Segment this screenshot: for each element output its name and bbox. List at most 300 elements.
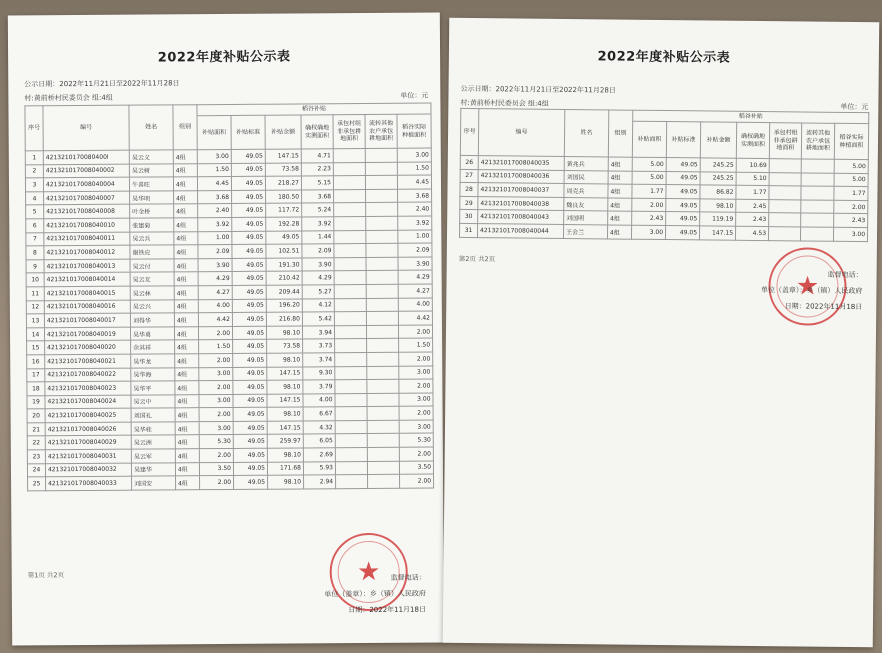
cell-contract-area: [334, 189, 366, 203]
cell-contract-area: [334, 298, 366, 312]
cell-seq: 2: [25, 164, 43, 178]
cell-area: 2.40: [198, 204, 232, 218]
cell-actual-area: 4.29: [398, 270, 432, 284]
table-row: [28, 474, 434, 490]
cell-seq: 11: [26, 287, 44, 301]
cell-name: 叶金桥: [130, 204, 174, 218]
cell-amount: 171.68: [267, 462, 303, 476]
cell-confirmed-area: 5.42: [302, 312, 334, 326]
cell-id: 421321017008040029: [45, 436, 131, 450]
cell-group: 4组: [174, 231, 198, 245]
cell-id: 421321017008040010: [44, 218, 130, 232]
cell-transfer-area: [367, 366, 399, 380]
cell-contract-area: [335, 393, 367, 407]
cell-name: 余其祥: [131, 340, 175, 354]
cell-confirmed-area: 4.12: [302, 298, 334, 312]
page-title: 2022年度补贴公示表: [597, 49, 731, 66]
cell-id: 421321017008040023: [45, 381, 131, 395]
cell-rate: 49.05: [232, 326, 266, 340]
cell-transfer-area: [367, 379, 399, 393]
cell-actual-area: 2.00: [399, 352, 433, 366]
cell-group: 4组: [607, 225, 631, 239]
cell-contract-area: [335, 366, 367, 380]
cell-id: 421321017008040026: [45, 422, 131, 436]
cell-group: 4组: [608, 198, 632, 212]
cell-amount: 191.30: [266, 258, 302, 272]
cell-area: 3.00: [199, 394, 233, 408]
cell-actual-area: 2.00: [400, 474, 434, 488]
cell-actual-area: 3.90: [398, 257, 432, 271]
cell-contract-area: [333, 176, 365, 190]
cell-group: 4组: [175, 381, 199, 395]
cell-name: 谢铁应: [130, 245, 174, 259]
cell-contract-area: [334, 257, 366, 271]
cell-seq: 24: [27, 463, 45, 477]
cell-id: 421321017008040017: [44, 313, 130, 327]
cell-confirmed-area: 5.93: [303, 461, 335, 475]
cell-actual-area: 5.00: [834, 173, 868, 187]
cell-name: 吴华平: [131, 381, 175, 395]
cell-transfer-area: [367, 434, 399, 448]
cell-contract-area: [769, 159, 801, 173]
cell-rate: 49.05: [231, 163, 265, 177]
cell-rate: 49.05: [233, 380, 267, 394]
cell-rate: 49.05: [233, 462, 267, 476]
cell-amount: 98.10: [267, 448, 303, 462]
cell-confirmed-area: 3.68: [302, 190, 334, 204]
cell-confirmed-area: 2.69: [303, 448, 335, 462]
cell-rate: 49.05: [232, 204, 266, 218]
cell-contract-area: [335, 352, 367, 366]
cell-actual-area: 4.45: [397, 175, 431, 189]
cell-actual-area: 3.00: [399, 393, 433, 407]
cell-actual-area: 1.50: [397, 162, 431, 176]
cell-transfer-area: [366, 298, 398, 312]
cell-name: 吴建华: [131, 463, 175, 477]
cell-seq: 20: [27, 409, 45, 423]
cell-rate: 49.05: [666, 198, 700, 212]
cell-transfer-area: [365, 175, 397, 189]
cell-rate: 49.05: [232, 272, 266, 286]
cell-area: 2.00: [199, 381, 233, 395]
cell-area: 2.00: [198, 326, 232, 340]
header-transfer-area: 流转其他农户承包耕地面积: [801, 123, 834, 159]
cell-name: 吴云付: [130, 259, 174, 273]
unit-label: 单位：元: [400, 91, 429, 100]
unit-label: 单位：元: [840, 102, 869, 112]
header-confirmed-area: 确权确地实测面积: [736, 122, 769, 158]
cell-contract-area: [335, 380, 367, 394]
cell-actual-area: 2.00: [398, 325, 432, 339]
page-2-sheet: [443, 18, 880, 647]
cell-rate: 49.05: [232, 244, 266, 258]
cell-amount: 73.58: [267, 339, 303, 353]
cell-rate: 49.05: [666, 185, 700, 199]
cell-seq: 21: [27, 423, 45, 437]
cell-rate: 49.05: [666, 158, 700, 172]
cell-actual-area: 4.00: [398, 298, 432, 312]
cell-transfer-area: [367, 447, 399, 461]
cell-amount: 147.15: [699, 226, 735, 240]
page-number: 第1页 共2页: [27, 571, 65, 580]
cell-id: 421321017008040022: [45, 368, 131, 382]
cell-amount: 147.15: [267, 421, 303, 435]
cell-actual-area: 4.42: [398, 311, 432, 325]
cell-id: 421321017008040014: [44, 273, 130, 287]
cell-rate: 49.05: [232, 190, 266, 204]
cell-amount: 102.51: [266, 244, 302, 258]
publication-date: 公示日期：2022年11月21日至2022年11月28日: [460, 84, 616, 95]
cell-area: 4.27: [198, 285, 232, 299]
cell-id: 4213210170080400l: [43, 150, 129, 164]
cell-amount: 259.97: [267, 434, 303, 448]
cell-amount: 119.19: [700, 212, 736, 226]
issue-date: 日期：2022年11月18日: [784, 302, 863, 312]
header-transfer-area: 流转其他农户承包耕地面积: [365, 114, 397, 148]
cell-actual-area: 3.00: [399, 420, 433, 434]
cell-group: 4组: [173, 150, 197, 164]
cell-group: 4组: [175, 394, 199, 408]
page-number: 第2页 共2页: [458, 254, 496, 264]
cell-id: 421321017008040013: [44, 259, 130, 273]
cell-seq: 23: [27, 450, 45, 464]
cell-amount: 180.50: [266, 190, 302, 204]
cell-transfer-area: [367, 352, 399, 366]
cell-transfer-area: [366, 189, 398, 203]
cell-name: 魏良友: [564, 197, 608, 211]
cell-rate: 49.05: [233, 394, 267, 408]
cell-actual-area: 5.00: [834, 159, 868, 173]
cell-name: 刘国安: [132, 476, 176, 490]
cell-group: 4组: [608, 184, 632, 198]
cell-id: 421321017008040008: [44, 205, 130, 219]
cell-amount: 216.80: [266, 312, 302, 326]
cell-transfer-area: [367, 407, 399, 421]
cell-area: 2.00: [632, 198, 666, 212]
cell-id: 421321017008040032: [45, 463, 131, 477]
cell-id: 421321017008040021: [45, 354, 131, 368]
cell-seq: 5: [26, 205, 44, 219]
cell-seq: 31: [459, 223, 477, 237]
cell-amount: 147.15: [265, 149, 301, 163]
cell-area: 4.29: [198, 272, 232, 286]
cell-seq: 28: [460, 183, 478, 197]
cell-contract-area: [335, 420, 367, 434]
cell-group: 4组: [175, 435, 199, 449]
cell-transfer-area: [366, 325, 398, 339]
cell-confirmed-area: 6.05: [303, 434, 335, 448]
cell-area: 1.00: [198, 231, 232, 245]
cell-confirmed-area: 3.74: [303, 353, 335, 367]
cell-seq: 12: [26, 300, 44, 314]
cell-rate: 49.05: [232, 285, 266, 299]
cell-amount: 245.25: [700, 158, 736, 172]
cell-seq: 30: [460, 210, 478, 224]
cell-group: 4组: [173, 163, 197, 177]
cell-seq: 1: [25, 151, 43, 165]
cell-id: 421321017008040031: [45, 449, 131, 463]
cell-area: 4.45: [197, 177, 231, 191]
subsidy-table: [24, 103, 434, 492]
cell-seq: 19: [27, 395, 45, 409]
cell-confirmed-area: 3.92: [302, 217, 334, 231]
cell-transfer-area: [367, 461, 399, 475]
cell-id: 421321017008040007: [44, 191, 130, 205]
cell-contract-area: [335, 434, 367, 448]
cell-transfer-area: [366, 257, 398, 271]
cell-amount: 147.15: [267, 366, 303, 380]
cell-group: 4组: [176, 476, 200, 490]
cell-contract-area: [334, 216, 366, 230]
page-1-sheet: [8, 12, 444, 645]
cell-group: 4组: [174, 313, 198, 327]
cell-actual-area: 2.09: [398, 243, 432, 257]
cell-transfer-area: [365, 148, 397, 162]
header-seq: 序号: [460, 108, 478, 155]
cell-transfer-area: [801, 213, 834, 227]
cell-transfer-area: [801, 159, 834, 173]
cell-area: 2.43: [632, 212, 666, 226]
cell-name: 吴云友: [130, 272, 174, 286]
cell-name: 刘国礼: [131, 408, 175, 422]
cell-confirmed-area: 3.79: [303, 380, 335, 394]
cell-id: 421321017008040024: [45, 395, 131, 409]
cell-contract-area: [335, 339, 367, 353]
cell-actual-area: 3.00: [833, 227, 867, 241]
cell-area: 5.00: [632, 157, 666, 171]
cell-group: 4组: [175, 449, 199, 463]
cell-group: 4组: [608, 211, 632, 225]
cell-amount: 196.20: [266, 298, 302, 312]
cell-id: 421321017008040036: [478, 169, 564, 183]
cell-name: 吴华海: [131, 367, 175, 381]
cell-confirmed-area: 9.30: [303, 366, 335, 380]
cell-name: 吴云军: [131, 449, 175, 463]
cell-id: 421321017008040043: [478, 210, 564, 224]
header-id: 编号: [43, 105, 129, 151]
cell-area: 2.00: [199, 353, 233, 367]
cell-name: 吴云树: [129, 163, 173, 177]
header-group: 组别: [173, 105, 197, 150]
cell-seq: 9: [26, 260, 44, 274]
cell-contract-area: [334, 284, 366, 298]
cell-amount: 98.10: [267, 353, 303, 367]
cell-transfer-area: [801, 186, 834, 200]
cell-amount: 209.44: [266, 285, 302, 299]
cell-id: 421321017008040025: [45, 408, 131, 422]
cell-confirmed-area: 1.77: [736, 185, 769, 199]
cell-id: 421321017008040015: [44, 286, 130, 300]
cell-area: 4.00: [198, 299, 232, 313]
cell-transfer-area: [366, 311, 398, 325]
cell-name: 刘国明: [564, 211, 608, 225]
header-area: 补贴面积: [632, 121, 666, 157]
cell-contract-area: [334, 203, 366, 217]
cell-confirmed-area: 2.94: [304, 475, 336, 489]
cell-transfer-area: [800, 227, 833, 241]
cell-actual-area: 3.00: [399, 366, 433, 380]
cell-rate: 49.05: [231, 149, 265, 163]
cell-confirmed-area: 5.24: [302, 203, 334, 217]
cell-contract-area: [335, 448, 367, 462]
cell-confirmed-area: 2.23: [301, 162, 333, 176]
cell-group: 4组: [174, 245, 198, 259]
cell-amount: 147.15: [267, 394, 303, 408]
cell-transfer-area: [366, 243, 398, 257]
cell-actual-area: 1.00: [398, 230, 432, 244]
cell-amount: 218.27: [265, 176, 301, 190]
cell-confirmed-area: 6.67: [303, 407, 335, 421]
cell-id: 421321017008040012: [44, 245, 130, 259]
cell-confirmed-area: 4.53: [735, 226, 768, 240]
cell-group: 4组: [608, 171, 632, 185]
official-seal-icon: ★: [768, 247, 847, 326]
header-amount: 补贴金额: [700, 122, 736, 158]
cell-contract-area: [769, 172, 801, 186]
cell-group: 4组: [174, 326, 198, 340]
cell-group: 4组: [174, 299, 198, 313]
cell-amount: 98.10: [267, 407, 303, 421]
cell-actual-area: 2.00: [399, 406, 433, 420]
cell-confirmed-area: 2.45: [736, 199, 769, 213]
cell-group: 4组: [173, 177, 197, 191]
cell-seq: 8: [26, 246, 44, 260]
cell-name: 吴云义: [129, 150, 173, 164]
header-group: 组别: [608, 110, 632, 157]
cell-confirmed-area: 1.44: [302, 230, 334, 244]
cell-amount: 192.28: [266, 217, 302, 231]
cell-seq: 16: [27, 355, 45, 369]
cell-id: 421321017008040019: [44, 327, 130, 341]
cell-name: 吴华明: [130, 191, 174, 205]
cell-transfer-area: [365, 162, 397, 176]
header-seq: 序号: [25, 106, 43, 151]
cell-rate: 49.05: [233, 353, 267, 367]
table-row: [459, 223, 867, 241]
cell-seq: 10: [26, 273, 44, 287]
cell-name: 黄兆兵: [564, 156, 608, 170]
cell-group: 4组: [175, 408, 199, 422]
cell-actual-area: 3.68: [398, 189, 432, 203]
cell-rate: 49.05: [233, 448, 267, 462]
cell-contract-area: [336, 475, 368, 489]
cell-actual-area: 2.40: [398, 202, 432, 216]
cell-contract-area: [335, 461, 367, 475]
cell-transfer-area: [366, 284, 398, 298]
cell-actual-area: 2.43: [834, 214, 868, 228]
cell-actual-area: 1.50: [399, 338, 433, 352]
cell-seq: 6: [26, 219, 44, 233]
cell-amount: 73.58: [265, 163, 301, 177]
cell-area: 1.77: [632, 184, 666, 198]
cell-seq: 22: [27, 436, 45, 450]
cell-area: 5.30: [199, 435, 233, 449]
cell-transfer-area: [801, 173, 834, 187]
cell-group: 4组: [175, 462, 199, 476]
cell-confirmed-area: 3.73: [303, 339, 335, 353]
cell-name: 牛喜旺: [129, 177, 173, 191]
village-group-line: 村:黄前桥村民委员会 组:4组: [460, 98, 549, 108]
cell-seq: 17: [27, 368, 45, 382]
cell-name: 吴华龙: [131, 354, 175, 368]
cell-confirmed-area: 5.10: [736, 172, 769, 186]
cell-area: 3.92: [198, 217, 232, 231]
header-actual-area: 稻谷实际种植面积: [397, 114, 431, 148]
cell-amount: 98.10: [267, 380, 303, 394]
header-subsidy-group: 稻谷补贴: [633, 110, 869, 123]
cell-group: 4组: [174, 204, 198, 218]
cell-confirmed-area: 4.32: [303, 421, 335, 435]
cell-area: 3.00: [197, 149, 231, 163]
cell-group: 4组: [175, 422, 199, 436]
cell-transfer-area: [367, 420, 399, 434]
header-name: 姓名: [564, 109, 608, 156]
cell-group: 4组: [175, 354, 199, 368]
cell-confirmed-area: 2.09: [302, 244, 334, 258]
cell-contract-area: [769, 199, 801, 213]
page-title: 2022年度补贴公示表: [157, 49, 291, 66]
cell-contract-area: [769, 186, 801, 200]
supervision-phone: 监督电话：: [827, 270, 863, 280]
cell-confirmed-area: 3.94: [302, 325, 334, 339]
cell-amount: 49.05: [266, 231, 302, 245]
issuing-unit: 单位（盖章）：乡（镇）人民政府: [760, 286, 863, 296]
cell-area: 2.09: [198, 245, 232, 259]
cell-name: 吴云林: [130, 286, 174, 300]
cell-actual-area: 2.00: [399, 447, 433, 461]
cell-actual-area: 3.92: [398, 216, 432, 230]
cell-actual-area: 2.00: [399, 379, 433, 393]
cell-amount: 98.10: [266, 326, 302, 340]
cell-amount: 117.72: [266, 203, 302, 217]
cell-area: 1.50: [197, 163, 231, 177]
cell-area: 3.90: [198, 258, 232, 272]
cell-id: 421321017008040004: [43, 177, 129, 191]
cell-area: 3.68: [198, 190, 232, 204]
header-contract-area: 承包村组非承包耕地面积: [333, 115, 365, 149]
cell-seq: 7: [26, 232, 44, 246]
cell-transfer-area: [366, 271, 398, 285]
cell-area: 3.00: [199, 421, 233, 435]
cell-name: 王会兰: [563, 224, 607, 238]
cell-contract-area: [334, 271, 366, 285]
cell-seq: 27: [460, 169, 478, 183]
cell-transfer-area: [366, 216, 398, 230]
cell-contract-area: [334, 230, 366, 244]
cell-amount: 86.82: [700, 185, 736, 199]
cell-area: 3.00: [631, 225, 665, 239]
cell-actual-area: 2.00: [834, 200, 868, 214]
cell-area: 5.00: [632, 171, 666, 185]
cell-area: 3.00: [199, 367, 233, 381]
cell-confirmed-area: 3.90: [302, 257, 334, 271]
cell-actual-area: 5.30: [399, 434, 433, 448]
cell-name: 吴云中: [131, 395, 175, 409]
cell-seq: 29: [460, 196, 478, 210]
cell-id: 421321017008040011: [44, 232, 130, 246]
cell-group: 4组: [174, 286, 198, 300]
issue-date: 日期：2022年11月18日: [348, 605, 426, 615]
cell-area: 3.50: [199, 462, 233, 476]
publication-date: 公示日期：2022年11月21日至2022年11月28日: [24, 79, 180, 89]
cell-amount: 98.10: [268, 475, 304, 489]
cell-confirmed-area: 4.29: [302, 271, 334, 285]
cell-group: 4组: [174, 258, 198, 272]
cell-transfer-area: [801, 200, 834, 214]
cell-actual-area: 4.27: [398, 284, 432, 298]
cell-confirmed-area: 2.43: [736, 213, 769, 227]
cell-confirmed-area: 5.27: [302, 285, 334, 299]
